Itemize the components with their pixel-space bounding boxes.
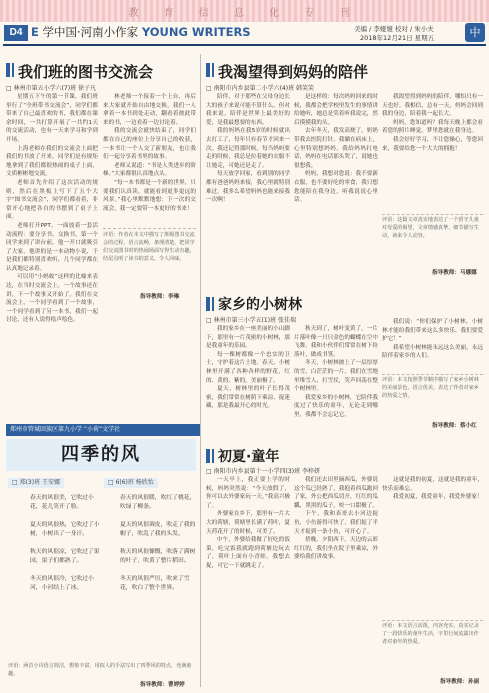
title-marker-icon <box>206 449 210 463</box>
article-title: 家乡的小树林 <box>218 297 302 313</box>
article-title: 初夏·童年 <box>218 449 280 465</box>
article-body-col2: 是这样的：每次妈妈回来的时候，我都会把学校里发生的事情讲给她听，她总是笑着听我说完，然后摸摸我的头。 去年冬天，我发高烧了，奶奶带我去医院打针。我躺在病床上，心里特别想妈妈，我给妈妈打电话，妈妈在电话那头哭了，说她也很想我。 妈妈，我想对您说：我不要新衣服，也不要好吃的零食，我只想您能陪在我身边，听我说说心里话。 <box>294 94 378 204</box>
masthead-title: 学中国·河南小作家 <box>42 25 139 39</box>
masthead <box>31 24 251 40</box>
guide-teacher: 指导教师：李琳 <box>140 294 180 300</box>
poem-page-title: 四季的风 <box>6 439 196 471</box>
article-body-col3: 我渴望得到妈妈的陪伴，哪怕只有一天也好。我相信，总有一天，妈妈会回到我的身边，陪着我一起长大。 妈妈，您知道吗？我每天晚上都会看着您的照片睡觉，梦里您就在我身边。 我会好好学习，不让您操心，等您回来，我要给您一个大大的拥抱！ <box>382 94 483 152</box>
club-band: 郑州市管城回族区第九小学 “小荷”文学社 <box>6 424 200 436</box>
issue-date: 2018年12月21日 星期五 <box>360 34 435 42</box>
masthead-letter: E <box>31 25 39 39</box>
header-rule <box>3 44 486 46</box>
poem-tag: □ 郑(3)班 王安娜 <box>8 478 64 488</box>
guide-teacher: 指导教师：蔡小红 <box>432 423 477 429</box>
article-body-col1: 我的家乡在一座美丽的小山脚下，那里有一片茂密的小树林，那是我童年的乐园。 每一棵树都像一个忠实的卫士，守护着这片土地。春天，小树林里开满了各种各样的野花，红的、黄的、紫的，美丽极了。 夏天，树林里的叶子长得茂密，我们常常在树荫下乘凉、捉迷藏，那是我最开心的时光。 <box>206 326 290 410</box>
title-marker-icon <box>6 63 10 77</box>
title-marker-icon <box>206 297 210 311</box>
article-body-col2: 林老师一个接着一个上台，再后来大家就开始自由地交换，我们一人拿着一本书到处走动，翻看着彼此带来的书，一边看着一边讨论着。 我的交流会就快结束了，同学们都在自己的座位上分享自己的收获，一本书让一个人交了新朋友，也让我们一起分享着书里的故事。 老师又说道：“书是人类进步的阶梯。”大家都很认真地点头。 “每一本书都是一个新的世界，只要我们认真读，就能看到更多更远的风景。”我心里默默地想：下一次的交流会，我一定要带一本更好的书来！ <box>103 94 196 212</box>
article-body-col3: 这就是我的初夏，这就是我的童年，快乐而难忘。 我爱初夏，我爱童年，我爱外婆家！ <box>382 477 483 501</box>
article-body-col1: 陪伴，对于那些在父母身边长大的孩子来说可能不算什么，但对我来说，陪伴是世界上最美好的爱，是我最想要的东西。 我的妈妈在我5岁的时候就出去打工了，每年只有春节才回来一次。我还记得那时候，每当妈妈要走的时候，我总是拉着她的衣服不让她走，可她还是走了。 每天放学回家，看到别的同学都有爸爸妈妈来接，我心里就特别难过。我多么希望妈妈也能来接我一次啊！ <box>206 94 290 204</box>
column-divider <box>200 54 201 687</box>
teacher-comment: 评语：本文按照季节顺序描写了家乡小树林的美丽景色，语言优美，表达了作者对家乡的热爱之情。 <box>382 377 479 400</box>
teacher-comment: 评语：两首小诗语言简洁，想象丰富，用拟人的手法写出了四季风的特点，充满童趣。 <box>8 663 192 678</box>
title-marker-icon <box>206 63 210 77</box>
newspaper-logo: 中 <box>465 23 485 42</box>
poem-2: 春天的风很暖，吹红了桃花，吹绿了柳条。 夏天的风很调皮，吹走了我的帽子，吹乱了我的头发。 秋天的风很慷慨，吹落了满树的叶子，吹黄了整片稻田。 冬天的风很严厉，吹来了雪花，吹白了整个世界。 <box>120 495 196 591</box>
article-byline: □ 林州市第五小学六(7)班 徐子凡 <box>6 85 96 92</box>
article-body-col2: 我们还去田里摘西瓜，外婆说这个瓜已经熟了，我抱着西瓜跑回了家。外公把西瓜切开，红红的瓜瓤，黑黑的瓜子，咬一口甜极了。 下午，我和表哥去小河边捉鱼，小鱼游得可快了，我们捉了半天才捉到一条小鱼，可开心了。 傍晚，夕阳西下，天边的云彩红红的，我们坐在院子里乘凉，外婆给我们讲故事。 <box>294 477 378 561</box>
poem-tag: □ 6(6)班 杨欣怡 <box>104 478 158 488</box>
teacher-comment: 评语：这篇文章真实地表达了一个留守儿童对母爱的渴望，文章情感真挚，细节描写生动，读来令人动容。 <box>382 217 479 240</box>
article-title: 我渴望得到妈妈的陪伴 <box>218 63 369 81</box>
article-body-col1: 星期五下午的第一节课，我们班举行了“全班带书交流会”，同学们都带来了自己最喜欢的书，我们都在课余时间，一共打算开展了一共约1天的交流活动，也有一天来学习和学到开场。 上海老师在我们的交流会上面把我们的书放了开来，同学们是有规矩地拿到了我们都很热闹的桌子上面，文质彬彬地交流。 老师首先介绍了这次活动的规则，然后在黑板上写下了五个大字“图书交流会”，同学们都看着，非常开心地把各自的书摆到了桌子上面。 老师打开PPT，一面放着一套活动流程：要分享书，交换书，第一个同学来到了讲台前，他一开口就吸引了大家，他讲的是一本动物小说，于是我们都特别喜欢听，几个同学都在认真地记录着。 可以用“小蚂蚁”这样的比喻来表达，在当时交流会上，一个故事还在讲，下一个故事又开始了。我们在交流会上，一个同学看到了一个故事，一个同学看到了另一本书，我们一起讨论，还有人说得绘声绘色。 <box>6 94 98 324</box>
article-byline: □ 南阳市内乡县第二小学六(4)班 韩笑笑 <box>206 85 314 92</box>
article-body-col2: 秋天到了，树叶变黄了，一片片落叶像一只只金色的蝴蝶在空中飞舞。我和小伙伴们常常在树下捡落叶，做成书签。 冬天，小树林披上了一层厚厚的雪，白茫茫的一片，我们在雪地里堆雪人、打雪仗，笑声回荡在整个树林里。 我爱家乡的小树林，它陪伴我度过了快乐的童年，无论走到哪里，我都不会忘记它。 <box>294 326 378 418</box>
teacher-comment: 评语：作者在本文中描写了班级图书交流会的过程，语言流畅，条理清楚，把同学们交流图书时的热闹场面写得生动有趣，结尾点明了读书的意义，令人回味。 <box>103 232 195 263</box>
guide-teacher: 指导教师：曹婷婷 <box>140 682 185 688</box>
guide-teacher: 指导教师：马娜娜 <box>432 270 477 276</box>
teacher-comment: 评语：本文语言活泼，内容充实，真实记录了一段快乐的童年生活，字里行间流露出作者对童年的热爱。 <box>382 623 479 646</box>
article-byline: □ 林州市第三小学五(1)班 张佳瑞 <box>206 317 296 324</box>
article-title: 我们班的图书交流会 <box>18 63 154 81</box>
article-byline: □ 南阳市内乡县第十一小学四(3)班 李梓妍 <box>206 468 320 475</box>
guide-teacher: 指导教师：孙丽 <box>440 679 480 685</box>
page-number: D4 <box>4 25 28 41</box>
article-body-col1: 一天早上，我正要上学的时候，妈妈突然说：“今天放假了，你可以去外婆家玩一天。”我高兴极了。 外婆家在乡下，那里有一片大大的荷塘，荷塘里长满了荷叶，夏天荷花开了的时候，可美了。 中午，外婆给我做了好吃的饭菜，吃完饭我就跑到荷塘边玩去了，荷叶上面有小青蛙，我想去捉，可它一下就跳走了。 <box>206 477 291 569</box>
editors: 美编 / 李娅娅 校对 / 朱小夫 <box>354 25 434 33</box>
article-body-col3: 我们说：“你们保护了小树林，小树林才能给我们带来这么多快乐，我们要爱护它！” 我希望小树林能永远这么美丽，永远陪伴着家乡的人们。 <box>382 319 483 360</box>
masthead-english: YOUNG WRITERS <box>141 25 251 39</box>
section-banner: 教 育 信 息 化 专 刊 <box>128 8 361 19</box>
poem-1: 春天的风很美，它吹过小花，花儿笑开了脸。 夏天的风很热，它吹过了小树，小树出了一身汗。 秋天的风很凉，它吹过了果园，果子们都熟了。 冬天的风很冷，它吹过小河，小河结上了冰。 <box>30 495 100 591</box>
